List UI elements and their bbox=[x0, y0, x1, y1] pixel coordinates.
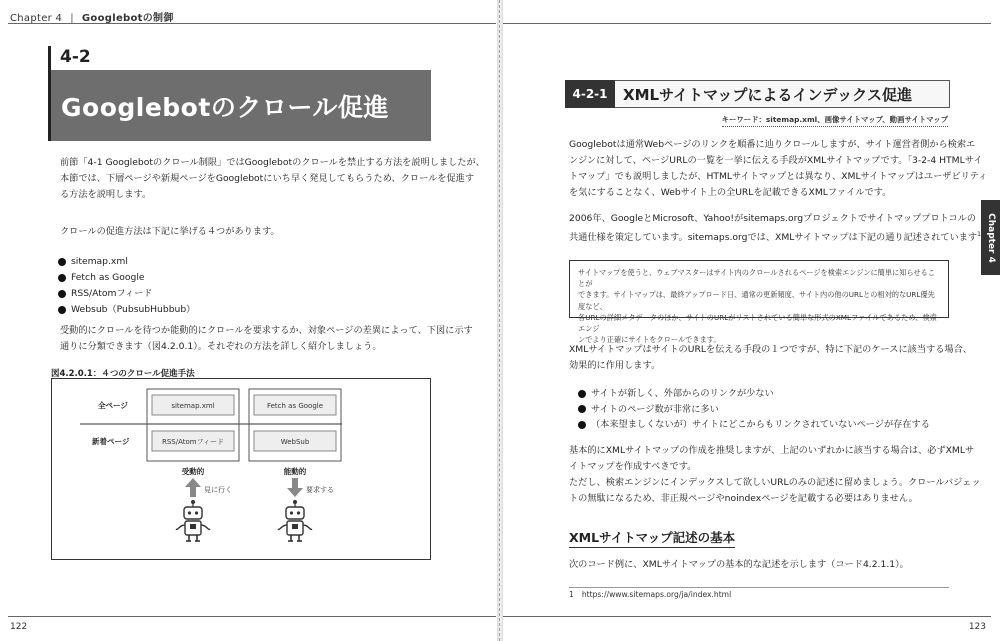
bullet-icon bbox=[58, 274, 66, 282]
active-label: 能動的 bbox=[283, 467, 307, 476]
footnote-rule bbox=[569, 587, 949, 588]
robot-icon bbox=[278, 500, 312, 541]
list-item bbox=[58, 254, 195, 270]
body-paragraph-1 bbox=[569, 137, 987, 201]
case-label: サイトのページ数が非常に多い bbox=[591, 403, 719, 415]
chapter-tab bbox=[981, 200, 1000, 275]
text-line: 効果的に作用します。 bbox=[569, 360, 661, 371]
text-line: 基本的にXMLサイトマップの作成を推奨しますが、上記のいずれかに該当する場合は、必ずXMLサ bbox=[569, 445, 975, 456]
running-header-separator: | bbox=[70, 13, 74, 24]
list-item bbox=[58, 270, 195, 286]
text-line: トマップ」でも説明しましたが、HTMLサイトマップとは異なり、XMLサイトマップはユーザビリティ bbox=[569, 171, 988, 182]
footnote-number: 1 bbox=[569, 590, 574, 599]
footnote-mark[interactable]: 1 bbox=[977, 231, 981, 238]
subsection-number: 4-2-1 bbox=[565, 80, 615, 108]
footnote-link[interactable]: https://www.sitemaps.org/ja/index.html bbox=[581, 590, 732, 599]
running-header bbox=[10, 9, 174, 24]
text-line: 共通仕様を策定しています。sitemaps.orgでは、XMLサイトマップは下記の通り記述されています bbox=[569, 232, 978, 244]
classify-paragraph bbox=[60, 323, 473, 355]
bullet-icon bbox=[58, 258, 66, 266]
subsection-title: XMLサイトマップによるインデックス促進 bbox=[623, 86, 912, 104]
body-paragraph-4 bbox=[569, 443, 981, 507]
row-label-all: 全ページ bbox=[98, 401, 128, 410]
list-item bbox=[578, 417, 930, 433]
robot-icon bbox=[176, 500, 210, 541]
figure-diagram bbox=[51, 378, 431, 560]
passive-label: 受動的 bbox=[181, 467, 205, 476]
arrow-down-icon bbox=[287, 478, 303, 497]
cell-sitemap-label: sitemap.xml bbox=[171, 402, 215, 410]
intro-line: 前節「4-1 Googlebotのクロール制限」ではGooglebotのクロールを禁止する方法を説明しましたが、 bbox=[60, 157, 485, 168]
passive-action-label: 見に行く bbox=[204, 486, 232, 494]
list-item bbox=[58, 286, 195, 302]
chapter-tab-label: Chapter 4 bbox=[985, 212, 996, 263]
running-header-title: Googlebotの制御 bbox=[81, 13, 174, 24]
text-line: 2006年、GoogleとMicrosoft、Yahoo!がsitemaps.orgプロジェクトでサイトマッププロトコルの bbox=[569, 213, 977, 224]
page-number: 122 bbox=[10, 622, 28, 632]
arrow-up-icon bbox=[185, 478, 201, 497]
intro-line: る方法を説明します。 bbox=[60, 189, 152, 200]
section-title: Googlebotのクロール促進 bbox=[61, 93, 389, 122]
method-label: sitemap.xml bbox=[71, 256, 128, 267]
classify-line: 通りに分類できます（図4.2.0.1）。それぞれの方法を詳しく紹介しましょう。 bbox=[60, 341, 382, 352]
text-line: Googlebotは通常Webページのリンクを順番に辿りクロールしますが、サイト運営者側から検索エ bbox=[569, 139, 976, 150]
text-line: ンジンに対して、ページURLの一覧を一挙に伝える手段がXMLサイトマップです。「3-2-4 HTMLサイ bbox=[569, 155, 983, 166]
section-number: 4-2 bbox=[60, 47, 91, 67]
method-label: Fetch as Google bbox=[71, 272, 145, 283]
figure-caption: 図4.2.0.1：４つのクロール促進手法 bbox=[51, 369, 195, 379]
row-label-new: 新着ページ bbox=[92, 437, 130, 446]
body-paragraph-2 bbox=[569, 211, 981, 246]
bullet-icon bbox=[578, 405, 586, 413]
header-rule bbox=[503, 23, 991, 24]
code-intro: 次のコード例に、XMLサイトマップの基本的な記述を示します（コード4.2.1.1）。 bbox=[569, 559, 909, 570]
quote-line: ンでより正確にサイトをクロールできます。 bbox=[578, 335, 721, 345]
case-label: （本来望ましくないが）サイトにどこからもリンクされていないページが存在する bbox=[591, 419, 930, 430]
bullet-icon bbox=[578, 421, 586, 429]
classify-line: 受動的にクロールを待つか能動的にクロールを要求するか、対象ページの差異によって、下図に示す bbox=[60, 325, 473, 336]
intro-paragraph bbox=[60, 155, 485, 203]
active-action-label: 要求する bbox=[306, 486, 334, 494]
figure-svg bbox=[52, 379, 430, 559]
methods-list bbox=[58, 254, 195, 318]
keywords-line: キーワード：sitemap.xml、画像サイトマップ、動画サイトマップ bbox=[722, 114, 948, 127]
list-item bbox=[578, 386, 930, 402]
case-label: サイトが新しく、外部からのリンクが少ない bbox=[591, 388, 774, 399]
cell-rss-label: RSS/Atomフィード bbox=[161, 438, 225, 446]
text-line: イトマップを作成すべきです。 bbox=[569, 461, 697, 472]
text-line: トの無駄になるため、非正規ページやnoindexページを記載する必要はありません。 bbox=[569, 493, 918, 504]
list-intro: クロールの促進方法は下記に挙げる４つがあります。 bbox=[60, 226, 280, 237]
right-page bbox=[503, 0, 1000, 641]
text-line: XMLサイトマップはサイトのURLを伝える手段の１つですが、特に下記のケースに該当する場合、 bbox=[569, 344, 972, 355]
bullet-icon bbox=[58, 306, 66, 314]
method-label: RSS/Atomフィード bbox=[71, 288, 153, 299]
bullet-icon bbox=[58, 290, 66, 298]
header-rule bbox=[8, 23, 496, 24]
quote-line: サイトマップを使うと、ウェブマスターはサイト内のクロールされるページを検索エンジンに簡単に知らせることが bbox=[578, 268, 935, 289]
footer-rule bbox=[8, 616, 496, 617]
method-label: Websub（PubsubHubbub） bbox=[71, 304, 196, 315]
list-item bbox=[58, 302, 195, 318]
section-heading-basic: XMLサイトマップ記述の基本 bbox=[569, 528, 735, 548]
page-number: 123 bbox=[968, 622, 986, 632]
text-line-with-footnote bbox=[569, 227, 981, 246]
text-line: を気にすることなく、Webサイト上の全URLを記載できるXMLファイルです。 bbox=[569, 187, 892, 198]
cell-websub-label: WebSub bbox=[280, 438, 310, 446]
footer-rule bbox=[503, 616, 991, 617]
cell-fetch-label: Fetch as Google bbox=[266, 402, 324, 410]
list-item bbox=[578, 402, 930, 418]
body-paragraph-3 bbox=[569, 342, 972, 374]
left-page bbox=[0, 0, 497, 641]
bullet-icon bbox=[578, 390, 586, 398]
text-line: ただし、検索エンジンにインデックスして欲しいURLのみの記述に留めましょう。クロールバジェッ bbox=[569, 477, 981, 488]
footnote bbox=[569, 590, 731, 599]
running-header-chapter: Chapter 4 bbox=[10, 13, 63, 24]
quote-line: 各URLの詳細メタデータのほか、サイトのURLがリストされている簡単な形式のXMLファイルであるため、検索エンジ bbox=[578, 312, 937, 334]
quote-line: できます。サイトマップは、最終アップロード日、通常の更新頻度、サイト内の他のURLとの相対的なURL優先度など、 bbox=[578, 290, 935, 311]
cases-list bbox=[578, 386, 930, 433]
quote-box bbox=[569, 260, 949, 345]
gutter-fold-line bbox=[499, 0, 500, 641]
intro-line: 本節では、下層ページや新規ページをGooglebotにいち早く発見してもらうため、クロールを促進す bbox=[60, 173, 475, 184]
